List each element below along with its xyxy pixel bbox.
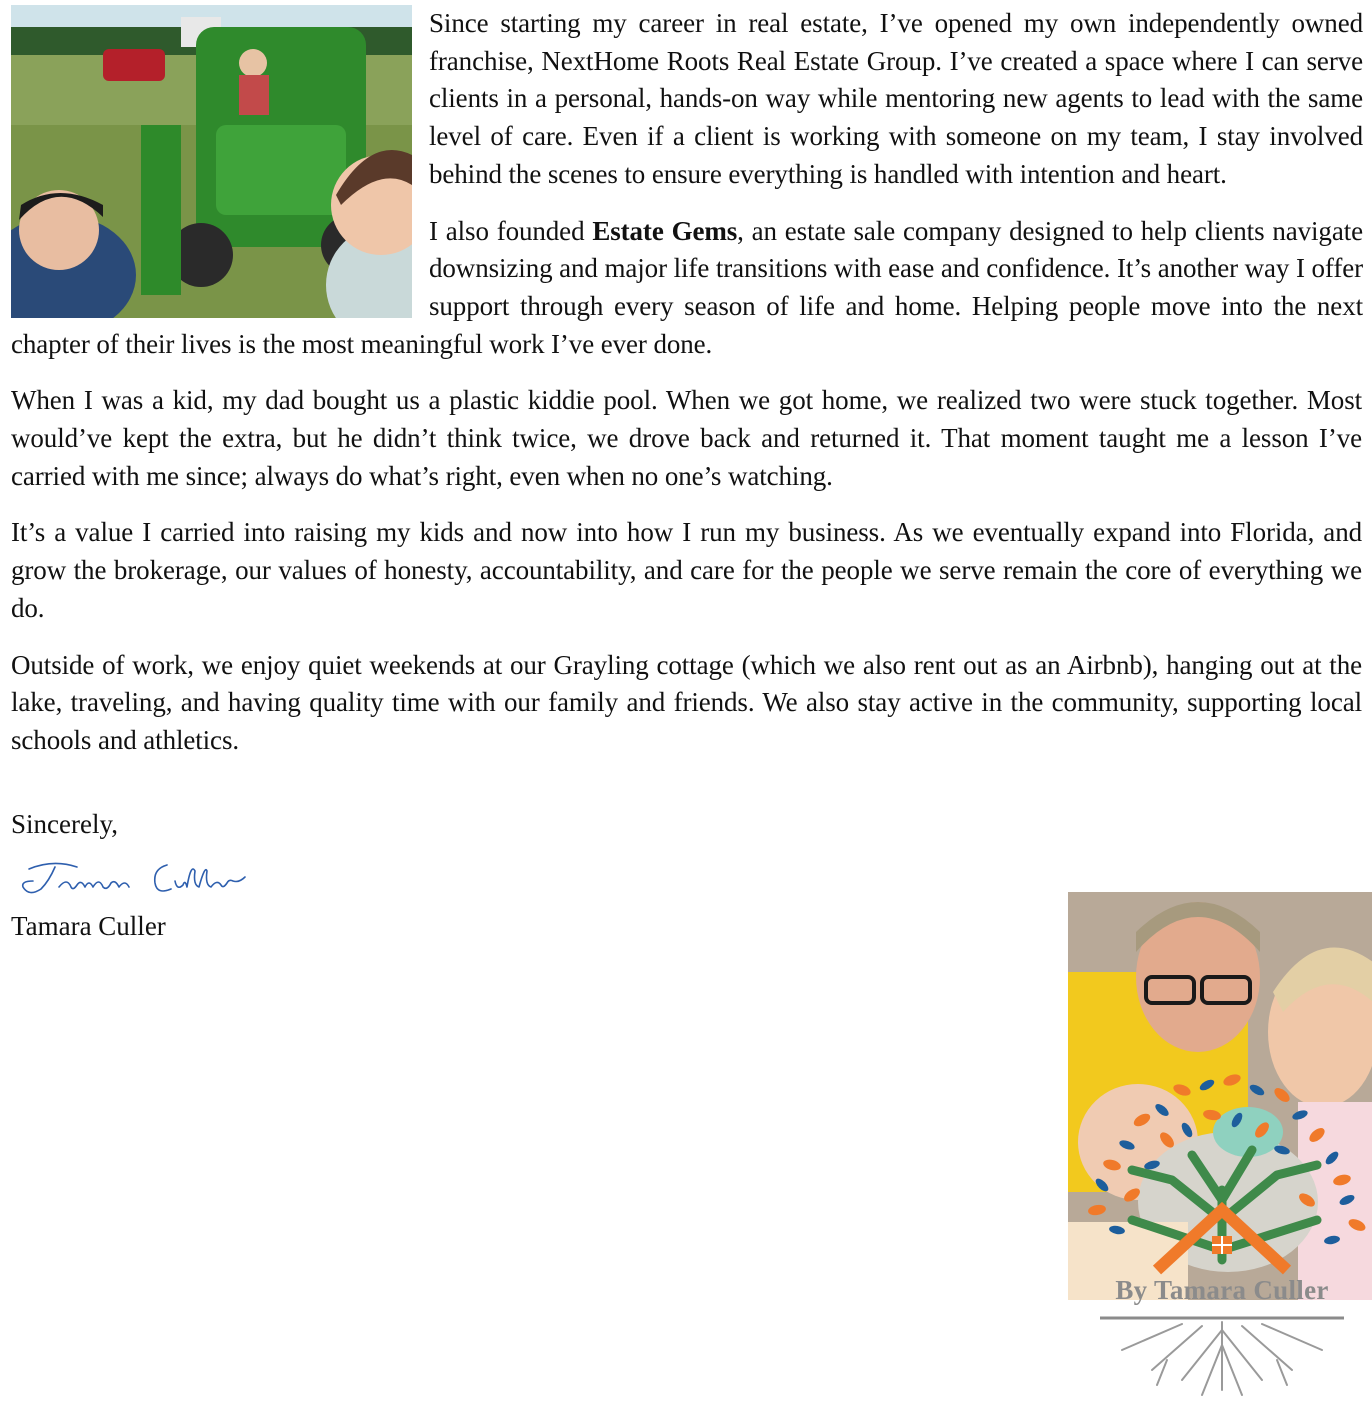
handwritten-signature <box>15 857 255 907</box>
paragraph-estate-gems-rest: , an estate sale company designed to help clients navigate downsizing and major life transitions with ease and confidence. It’s another way I offer support through every season of life and home. Helping people move into the next chapter of their lives is the most meaningful work I’ve ever done. <box>11 215 1363 359</box>
paragraph-estate-gems-lead: I also founded <box>429 215 593 246</box>
estate-gems-name: Estate Gems <box>592 215 738 246</box>
signer-name: Tamara Culler <box>11 910 166 941</box>
tree-roots-icon <box>1122 1322 1322 1395</box>
family-tractor-photo <box>11 5 412 318</box>
paragraph-kiddie-pool: When I was a kid, my dad bought us a plastic kiddie pool. When we got home, we realized two were stuck together. Most would’ve kept the extra, but he didn’t think twice, we drove back and returned it. That moment taught me a lesson I’ve carried with me since; always do what’s right, even when no one’s watching. <box>11 385 1362 491</box>
layout-spacer <box>1362 382 1363 892</box>
paragraph-values: It’s a value I carried into raising my kids and now into how I run my business. As we eventually expand into Florida, and grow the brokerage, our values of honesty, accountability, and care for the people we serve remain the core of everything we do. <box>11 517 1362 623</box>
paragraph-career: Since starting my career in real estate, I’ve opened my own independently owned franchise, NextHome Roots Real Estate Group. I’ve created a space where I can serve clients in a personal, hands-on way while mentoring new agents to lead with the same level of care. Even if a client is working with someone on my team, I stay involved behind the scenes to ensure everything is handled with intention and heart. <box>429 8 1363 189</box>
closing-salutation: Sincerely, <box>11 808 118 839</box>
logo-caption: By Tamara Culler <box>1115 1275 1329 1305</box>
paragraph-outside-work: Outside of work, we enjoy quiet weekends at our Grayling cottage (which we also rent out as an Airbnb), hanging out at the lake, traveling, and having quality time with our family and friends. We also stay active in the community, supporting local schools and athletics. <box>11 649 1362 755</box>
brand-logo <box>1072 1060 1372 1400</box>
tree-canopy-icon <box>1087 1072 1367 1270</box>
